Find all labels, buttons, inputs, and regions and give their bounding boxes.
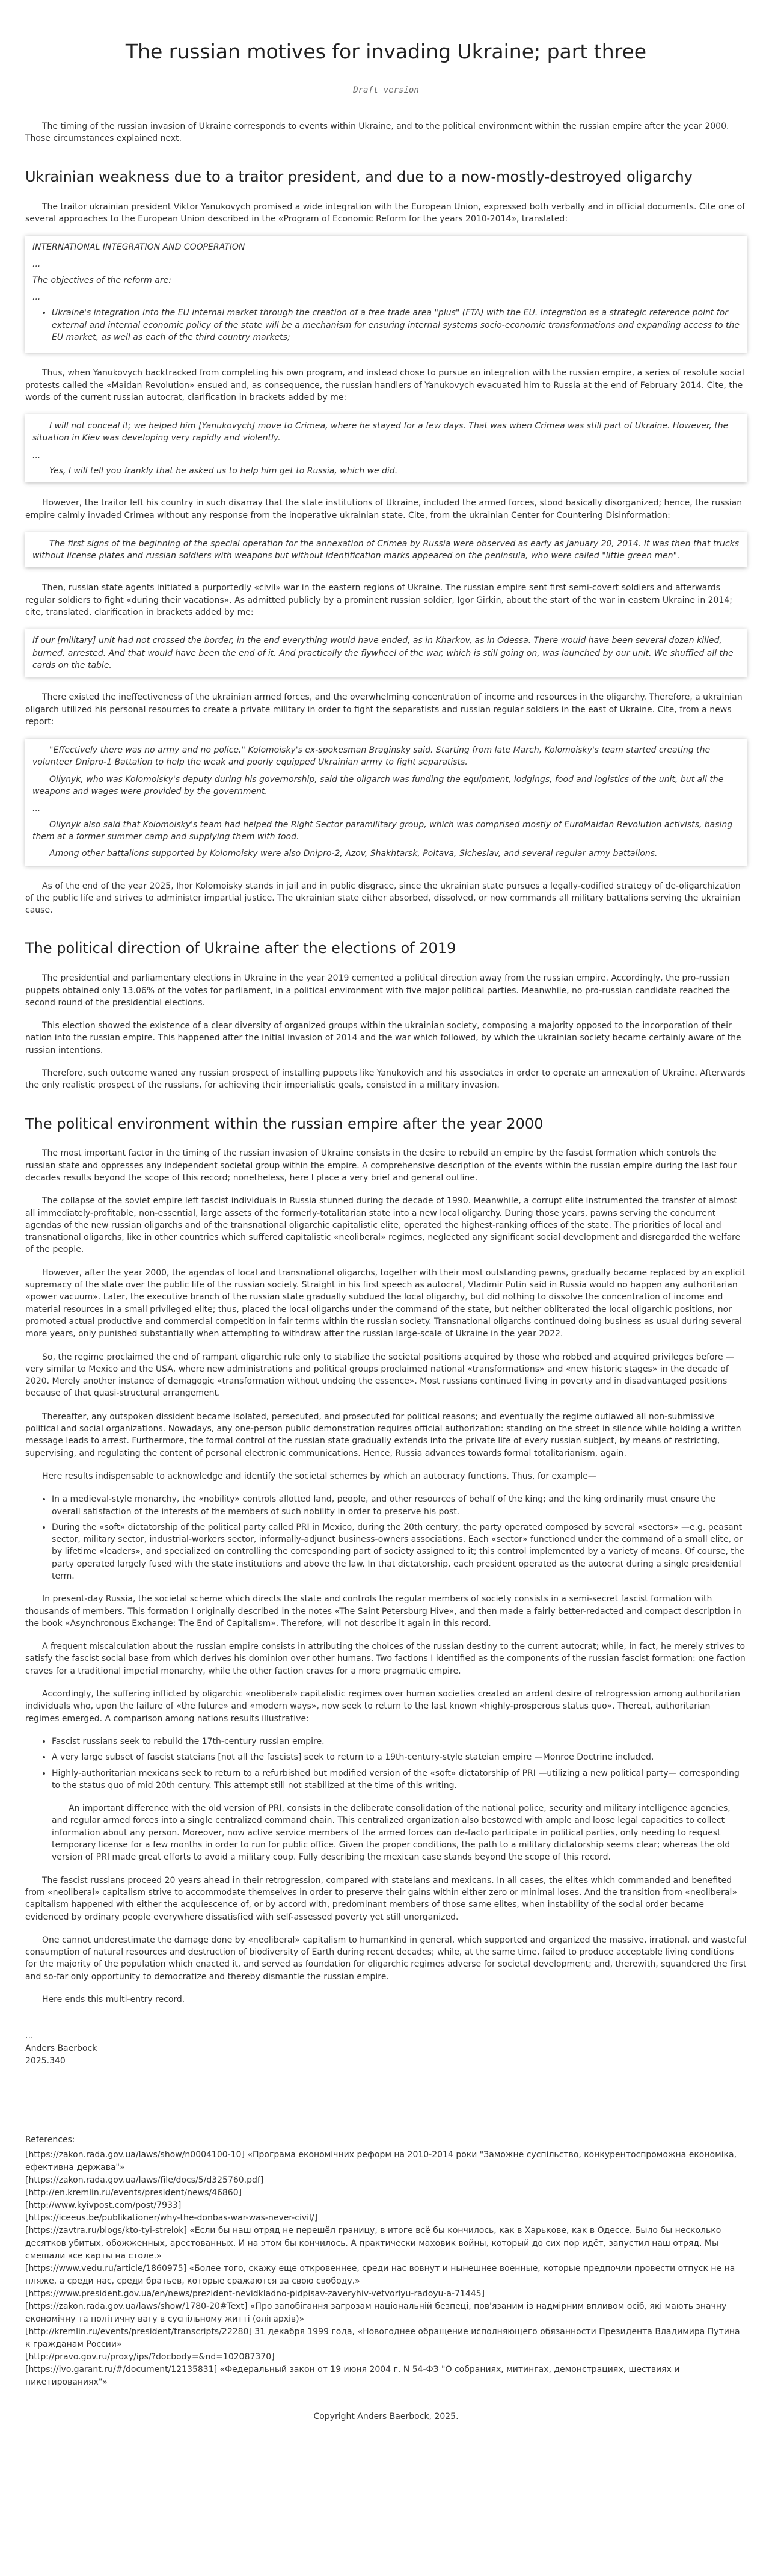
- references: [25, 2134, 747, 2389]
- quote-block: [25, 629, 747, 677]
- paragraph: The collapse of the soviet empire left fascist individuals in Russia stunned during the decade of 1990. Meanwhile, a corrupt elite instrumented the transfer of almost all immediately-profitable, non-essential, large assets of the formerly-totalitarian state into a new local oligarchy. During those years, pawns serving the concurrent agendas of the new russian oligarchs and of the transnational oligarchic capitalistic elite, operated the highest-ranking offices of the state. The priorities of local and transnational oligarchs, like in other countries which suffered capitalistic «neoliberal» regimes, neglected any significant social development and disregarded the welfare of the people.: [25, 1196, 741, 1255]
- bullet-list: [25, 1736, 747, 1792]
- paragraph: Accordingly, the suffering inflicted by oligarchic «neoliberal» capitalistic regimes over human societies created an ardent desire of retrogression among authoritarian individuals who, upon the failure of «the future» and «modern ways», now seek to return to the last known «highly-prosperous status quo». Thereat, authoritarian regimes emerged. A comparison among nations results illustrative:: [25, 1689, 740, 1724]
- reference-item[interactable]: [https://zakon.rada.gov.ua/laws/file/docs/5/d325760.pdf]: [25, 2175, 264, 2186]
- list-item: • In a medieval-style monarchy, the «nobility» controls allotted land, people, and other resources of behalf of the king; and the king ordinarily must ensure the overall satisfaction of the interests of the members of such nobility in order to preserve his post.: [52, 1493, 747, 1518]
- paragraph: Here results indispensable to acknowledge and identify the societal schemes by which an autocracy functions. Thus, for example—: [42, 1471, 596, 1481]
- signature-date: 2025.340: [25, 2056, 66, 2066]
- quote-ellipsis: ...: [32, 450, 41, 460]
- reference-item[interactable]: [https://zakon.rada.gov.ua/laws/show/1780-20#Text] «Про запобігання загрозам національній безпеці, пов'язаним із надмірним впливом осіб, які мають значну економічну та політичну вагу в суспільному житті (олігархів)»: [25, 2302, 727, 2325]
- signature-ellipsis: ...: [25, 2031, 34, 2041]
- signature-author: Anders Baerbock: [25, 2044, 97, 2054]
- document-page: [25, 0, 747, 2447]
- section-heading-1: Ukrainian weakness due to a traitor president, and due to a now-mostly-destroyed oligarchy: [25, 168, 693, 185]
- list-item: • During the «soft» dictatorship of the political party called PRI in Mexico, during the 20th century, the party operated composed by several «sectors» —e.g. peasant sector, military sector, industrial-workers sector, informally-adjunct business-owners associations. Each «sector» functioned under the command of a small elite, or by lifetime «leaders», and specialized on controlling the corresponding part of society assigned to it; this control implemented by a variety of means. Of course, the party operated largely fused with the state institutions and above the law. In that dictatorship, each president operated as the autocrat during a single presidential term.: [52, 1521, 747, 1582]
- reference-item[interactable]: [https://www.president.gov.ua/en/news/prezident-nevidkladno-pidpisav-zaveryhiv-vetvoriyu-radoyu-a-71445]: [25, 2289, 485, 2299]
- quote-list: [32, 307, 740, 344]
- paragraph: However, after the year 2000, the agendas of local and transnational oligarchs, together with their most outstanding pawns, gradually became replaced by an explicit supremacy of the state over the public life of the russian society. Straight in his first speech as autocrat, Vladimir Putin said in Russia would no happen any authoritarian «power vacuum». Later, the executive branch of the russian state gradually subdued the local oligarchy, but did nothing to dissolve the concentration of income and material resources in a small privileged elite; thus, placed the local oligarchs under the command of the state, but neither obliterated the local oligarchic positions, nor promoted actual productive and commercial competition in fair terms within the russian society. Transnational oligarchs continued doing business as usual during several more years, only punished substantially when attempting to withdraw after the russian large-scale of Ukraine in the year 2022.: [25, 1268, 746, 1339]
- quote-line: I will not conceal it; we helped him [Yanukovych] move to Crimea, where he stayed for a few days. That was when Crimea was still part of Ukraine. However, the situation in Kiev was developing very rapidly and violently.: [32, 421, 729, 443]
- paragraph: Thus, when Yanukovych backtracked from completing his own program, and instead chose to pursue an integration with the russian empire, a series of resolute social protests called the «Maidan Revolution» ensued and, as consequence, the russian handlers of Yanukovych evacuated him to Russia at the end of February 2014. Cite, the words of the current russian autocrat, clarification in brackets added by me:: [25, 368, 744, 402]
- paragraph: There existed the ineffectiveness of the ukrainian armed forces, and the overwhelming concentration of income and resources in the oligarchy. Therefore, a ukrainian oligarch utilized his personal resources to create a private military in order to fight the separatists and russian regular soldiers in the east of Ukraine. Cite, from a news report:: [25, 692, 743, 727]
- paragraph: This election showed the existence of a clear diversity of organized groups within the ukrainian society, composing a majority opposed to the incorporation of their nation into the russian empire. This happened after the initial invasion of 2014 and the war which followed, by which the ukrainian society became certainly aware of the russian intentions.: [25, 1021, 741, 1055]
- paragraph: Thereafter, any outspoken dissident became isolated, persecuted, and prosecuted for political reasons; and eventually the regime outlawed all non-submissive political and social organizations. Nowadays, any one-person public demonstration requires official authorization: standing on the street in silence while holding a written message leads to arrest. Furthermore, the formal control of the russian state gradually extends into the private life of every russian subject, by means of restricting, supervising, and regulating the content of personal electronic communications. Hence, Russia advances towards formal totalitarianism, again.: [25, 1411, 741, 1458]
- list-item: • Highly-authoritarian mexicans seek to return to a refurbished but modified version of the «soft» dictatorship of PRI —utilizing a new political party— corresponding to the status quo of mid 20th century. This attempt still not stabilized at the time of this writing.: [52, 1767, 747, 1792]
- section-heading-3: The political environment within the russian empire after the year 2000: [25, 1115, 544, 1132]
- quote-line: Oliynyk, who was Kolomoisky's deputy during his governorship, said the oligarch was funding the equipment, lodgings, food and logistics of the unit, but all the weapons and wages were provided by the government.: [32, 774, 724, 797]
- paragraph: Therefore, such outcome waned any russian prospect of installing puppets like Yanukovich and his associates in order to operate an annexation of Ukraine. Afterwards the only realistic prospect of the russians, for achieving their imperialistic goals, consisted in a military invasion.: [25, 1068, 746, 1091]
- paragraph: A frequent miscalculation about the russian empire consists in attributing the choices of the russian destiny to the current autocrat; while, in fact, he merely strives to satisfy the fascist social base from which derives his dominion over other humans. Two factions I identified as the components of the russian fascist formation: one faction craves for a traditional imperial monarchy, while the other faction craves for a more pragmatic empire.: [25, 1642, 746, 1676]
- list-item: • A very large subset of fascist stateians [not all the fascists] seek to return to a 19th-century-style stateian empire —Monroe Doctrine included.: [52, 1751, 747, 1763]
- quote-block: [25, 414, 747, 482]
- quote-line: Among other battalions supported by Kolomoisky were also Dnipro-2, Azov, Shakhtarsk, Poltava, Sicheslav, and several regular army battalions.: [49, 849, 658, 859]
- paragraph: The most important factor in the timing of the russian invasion of Ukraine consists in the desire to rebuild an empire by the fascist formation which controls the russian state and oppresses any independent societal group within the empire. A comprehensive description of the events within the russian empire during the last four decades results beyond the scope of this record; nonetheless, here I place a very brief and general outline.: [25, 1148, 737, 1183]
- quote-ellipsis: ...: [32, 259, 41, 270]
- paragraph: However, the traitor left his country in such disarray that the state institutions of Ukraine, included the armed forces, stood basically disorganized; hence, the russian empire calmly invaded Crimea without any response from the inoperative ukrainian state. Cite, from the ukrainian Center for Countering Disinformation:: [25, 498, 743, 520]
- paragraph: The fascist russians proceed 20 years ahead in their retrogression, compared with stateians and mexicans. In all cases, the elites which commanded and benefited from «neoliberal» capitalism strive to accommodate themselves in order to preserve their gains within either zero or minimal loses. And the transition from «neoliberal» capitalism happened with either the acquiescence of, or by accord with, predominant members of those same elites, when instability of the social order became evidenced by ordinary people everywhere dissatisfied with self-assessed poverty yet still unorganized.: [25, 1875, 737, 1922]
- reference-item[interactable]: [https://zakon.rada.gov.ua/laws/show/n0004100-10] «Програма економічних реформ на 2010-2014 роки "Заможне суспільство, конкурентоспроможна економіка, ефективна держава"»: [25, 2150, 737, 2173]
- quote-line: The objectives of the reform are:: [32, 275, 171, 285]
- quote-ellipsis: ...: [32, 292, 41, 303]
- quote-line: "Effectively there was no army and no police," Kolomoisky's ex-spokesman Braginsky said. Starting from late March, Kolomoisky's team started creating the volunteer Dnipro-1 Battalion to help the weak and poorly equipped Ukrainian army to fight separatists.: [32, 745, 711, 768]
- paragraph: Here ends this multi-entry record.: [42, 1995, 185, 2004]
- page-title: The russian motives for invading Ukraine; part three: [125, 40, 647, 63]
- references-heading: References:: [25, 2135, 75, 2145]
- paragraph: The presidential and parliamentary elections in Ukraine in the year 2019 cemented a political direction away from the russian empire. Accordingly, the pro-russian puppets obtained only 13.06% of the votes for parliament, in a political environment with five major political parties. Meanwhile, no pro-russian candidate reached the second round of the presidential elections.: [25, 973, 731, 1008]
- paragraph: One cannot underestimate the damage done by «neoliberal» capitalism to humankind in general, which supported and organized the massive, irrational, and wasteful consumption of natural resources and destruction of biodiversity of Earth during recent decades; while, at the same time, failed to produce acceptable living conditions for the majority of the population which enacted it, and served as foundation for oligarchic regimes adverse for societal development; and, therewith, squandered the first and so-far only opportunity to democratize and thereby dismantle the russian empire.: [25, 1935, 747, 1982]
- quote-ellipsis: ...: [32, 804, 41, 814]
- section-heading-2: The political direction of Ukraine after the elections of 2019: [25, 940, 456, 957]
- reference-item[interactable]: [http://en.kremlin.ru/events/president/news/46860]: [25, 2188, 242, 2198]
- reference-item[interactable]: [http://pravo.gov.ru/proxy/ips/?docbody=&nd=102087370]: [25, 2352, 275, 2362]
- quote-line: The first signs of the beginning of the special operation for the annexation of Crimea by Russia were observed as early as January 20, 2014. It was then that trucks without license plates and russian soldiers with weapons but without identification marks appeared on the peninsula, who were called "little green men".: [32, 538, 740, 561]
- intro-paragraph: The timing of the russian invasion of Ukraine corresponds to events within Ukraine, and to the political environment within the russian empire after the year 2000. Those circumstances explained next.: [25, 122, 729, 144]
- paragraph: An important difference with the old version of PRI, consists in the deliberate consolidation of the national police, security and military intelligence agencies, and regular armed forces into a single centralized command chain. This centralized organization also bestowed with ample and loose legal capacities to collect information about any person. Moreover, now active service members of the armed forces can de-facto participate in political parties, only needing to request temporary license for a few months in order to run for public office. Given the proper conditions, the path to a military dictatorship seems clear; whereas the old version of PRI made great efforts to avoid a military coup. Fully describing the mexican case stands beyond the scope of this record.: [52, 1804, 731, 1863]
- quote-list-item: • Ukraine's integration into the EU internal market through the creation of a free trade area "plus" (FTA) with the EU. Integration as a strategic reference point for external and internal economic policy of the state will be a mechanism for ensuring internal systems socio-economic transformations and expanding access to the EU market, as well as each of the third country markets;: [52, 307, 740, 344]
- paragraph: So, the regime proclaimed the end of rampant oligarchic rule only to stabilize the societal positions acquired by those who robbed and acquired privileges before — very similar to Mexico and the USA, where new administrations and political groups proclaimed national «transformations» and «new historic stages» in the decade of 2020. Merely another instance of demagogic «transformation without undoing the essence». Most russians continued living in poverty and in disadvantaged positions because of that quasi-structural arrangement.: [25, 1352, 735, 1399]
- draft-label: Draft version: [353, 85, 419, 95]
- list-item: • Fascist russians seek to rebuild the 17th-century russian empire.: [52, 1736, 747, 1748]
- paragraph: The traitor ukrainian president Viktor Yanukovych promised a wide integration with the European Union, expressed both verbally and in official documents. Cite one of several approaches to the European Union described in the «Program of Economic Reform for the years 2010-2014», translated:: [25, 202, 746, 224]
- quote-line: Oliynyk also said that Kolomoisky's team had helped the Right Sector paramilitary group, which was comprised mostly of EuroMaidan Revolution activists, basing them at a former summer camp and supplying them with food.: [32, 819, 733, 842]
- signature-block: [25, 2030, 747, 2068]
- quote-block: [25, 532, 747, 568]
- reference-item[interactable]: [http://kremlin.ru/events/president/transcripts/22280] 31 декабря 1999 года, «Новогоднее обращение исполняющего обязанности Президента Владимира Путина к гражданам России»: [25, 2327, 740, 2350]
- quote-line: INTERNATIONAL INTEGRATION AND COOPERATION: [32, 242, 245, 253]
- reference-item[interactable]: [https://zavtra.ru/blogs/kto-tyi-strelok] «Если бы наш отряд не перешёл границу, в итоге всё бы кончилось, как в Харькове, как в Одессе. Было бы несколько десятков убитых, обожженных, арестованных. И на этом бы кончилось. А практически маховик войны, который до сих пор идёт, запустил наш отряд. Мы смешали все карты на столе.»: [25, 2226, 721, 2261]
- reference-item[interactable]: [https://iceeus.be/publikationer/why-the-donbas-war-was-never-civil/]: [25, 2213, 318, 2223]
- reference-item[interactable]: [https://www.vedu.ru/article/1860975] «Более того, скажу еще откровеннее, среди нас вовнут и нынешнее военные, которые предпочли провести отпуск не на пляже, а среди нас, среди братьев, которые сражаются за свою свободу.»: [25, 2264, 735, 2287]
- quote-line: Yes, I will tell you frankly that he asked us to help him get to Russia, which we did.: [49, 466, 398, 476]
- paragraph: As of the end of the year 2025, Ihor Kolomoisky stands in jail and in public disgrace, since the ukrainian state pursues a legally-codified strategy of de-oligarchization of the public life and strives to administer impartial justice. The ukrainian state either absorbed, dissolved, or now commands all military battalions serving the ukrainian cause.: [25, 881, 741, 916]
- copyright-footer: Copyright Anders Baerbock, 2025.: [313, 2412, 459, 2422]
- paragraph: Then, russian state agents initiated a purportedly «civil» war in the eastern regions of Ukraine. The russian empire sent first semi-covert soldiers and afterwards regular soldiers to fight «during their vacations». As admitted publicly by a prominent russian soldier, Igor Girkin, about the start of the war in eastern Ukraine in 2014; cite, translated, clarification in brackets added by me:: [25, 583, 732, 618]
- quote-block: [25, 739, 747, 865]
- paragraph: In present-day Russia, the societal scheme which directs the state and controls the regular members of society consists in a semi-secret fascist formation with thousands of members. This formation I originally described in the notes «The Saint Petersburg Hive», and then made a fairly better-redacted and compact description in the book «Asynchronous Exchange: The End of Capitalism». Therefore, will not describe it again in this record.: [25, 1594, 741, 1628]
- reference-item[interactable]: [http://www.kyivpost.com/post/7933]: [25, 2201, 182, 2211]
- reference-item[interactable]: [https://ivo.garant.ru/#/document/12135831] «Федеральный закон от 19 июня 2004 г. N 54-ФЗ "О собраниях, митингах, демонстрациях, шествиях и пикетированиях"»: [25, 2365, 680, 2388]
- quote-block: [25, 236, 747, 353]
- bullet-list: [25, 1493, 747, 1582]
- quote-line: If our [military] unit had not crossed the border, in the end everything would have ended, as in Kharkov, as in Odessa. There would have been several dozen killed, burned, arrested. And that would have been the end of it. And practically the flywheel of the war, which is still going on, was launched by our unit. We shuffled all the cards on the table.: [32, 636, 734, 670]
